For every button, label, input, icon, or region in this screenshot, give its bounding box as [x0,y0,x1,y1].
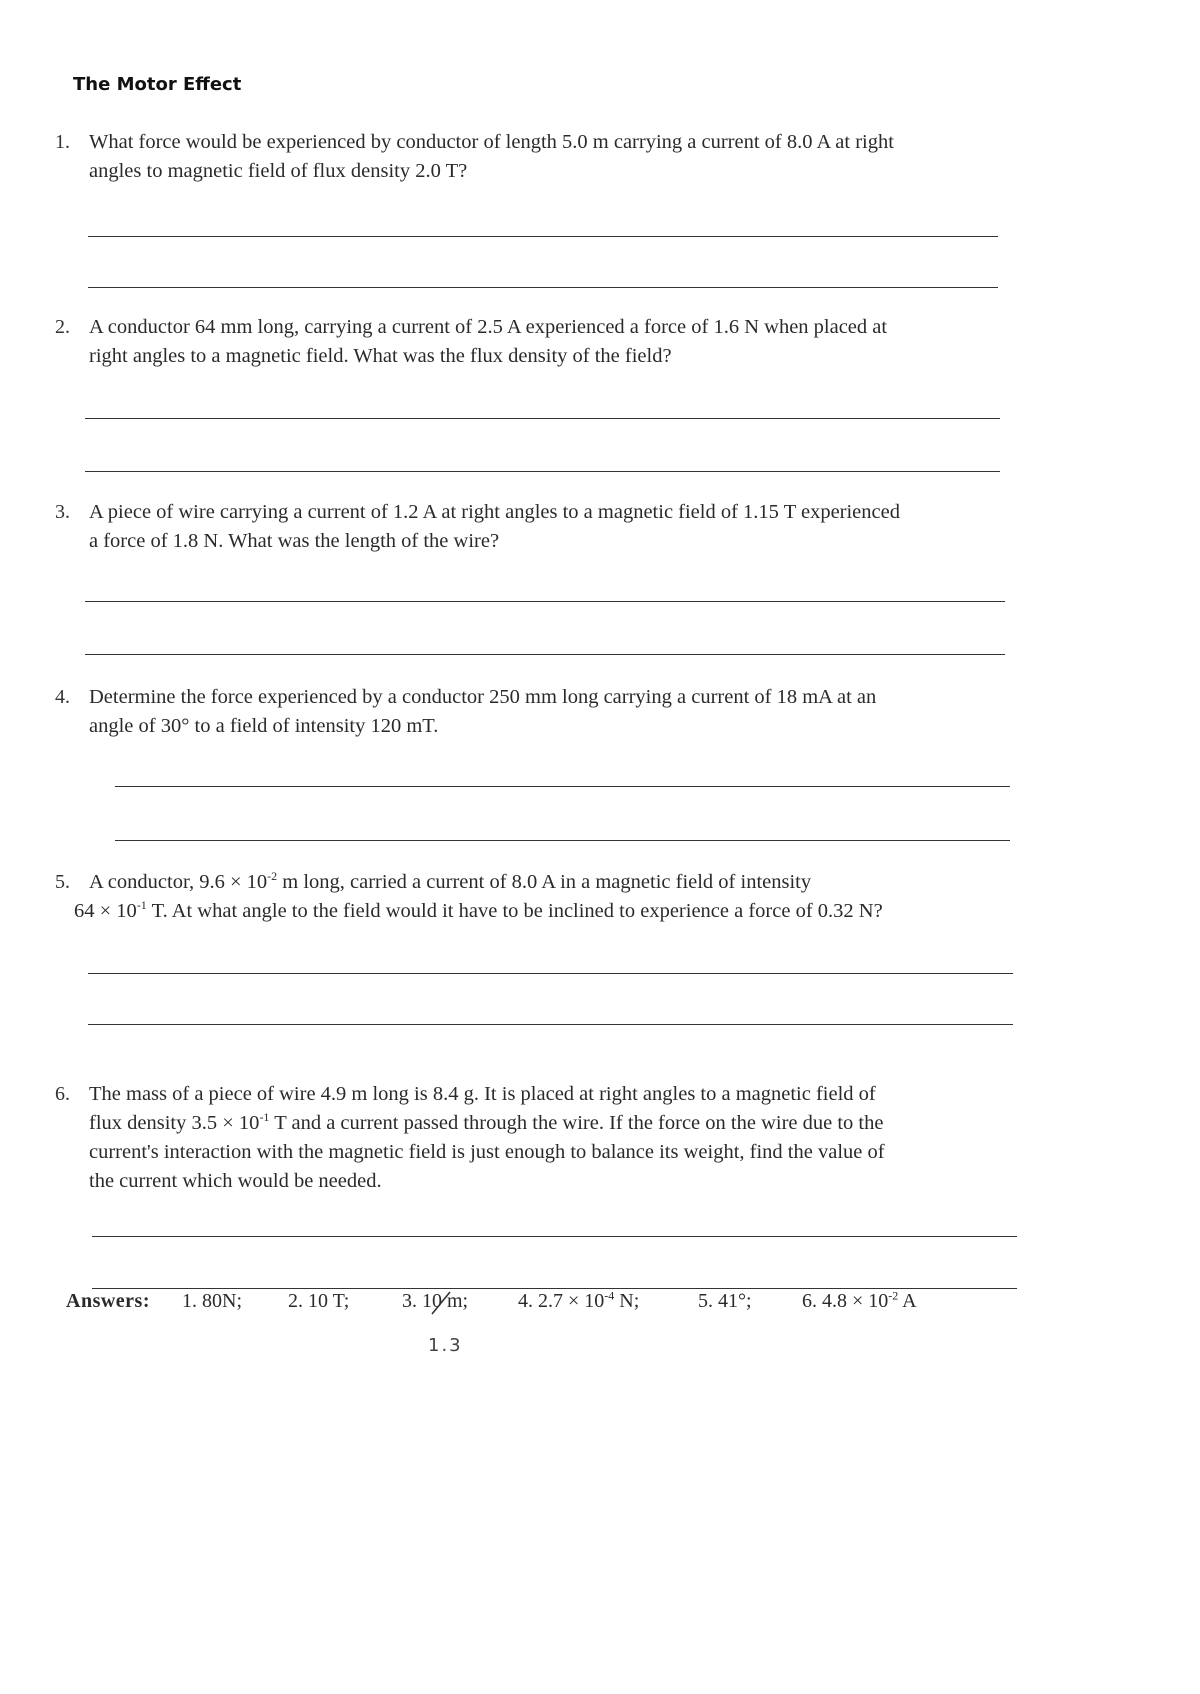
answer-line [92,1236,1017,1237]
question-number: 4. [55,686,70,708]
answer-6: 6. $4.8 \times 10^{-2}$ A [802,1288,917,1312]
question-line: What force would be experienced by conductor of length 5.0 m carrying a current of 8.0 A at right [89,131,894,153]
question-number: 5. [55,871,70,893]
question-4 [55,683,1015,741]
question-line: current's interaction with the magnetic field is just enough to balance its weight, find the value of [89,1141,885,1163]
answer-3-value: 10 [422,1290,442,1312]
answer-line [88,973,1013,974]
answer-line [85,601,1005,602]
answer-line [85,471,1000,472]
answer-5: 5. 41°; [698,1290,752,1312]
strikethrough-mark [430,1290,452,1316]
answer-2: 2. 10 T; [288,1290,350,1312]
question-line: $64 \times 10^{-1}$ T. At what angle to the field would it have to be inclined to experience a force of 0.32 N? [74,898,883,922]
question-line: flux density $3.5 \times 10^{-1}$ T and a current passed through the wire. If the force on the wire due to the [89,1110,884,1134]
question-text [89,683,1015,741]
answer-line [115,840,1010,841]
question-number: 3. [55,501,70,523]
question-text [89,313,1015,371]
question-line: Determine the force experienced by a conductor 250 mm long carrying a current of 18 mA at an [89,686,877,708]
question-text [74,868,1015,926]
question-line: angle of 30° to a field of intensity 120 mT. [89,715,439,737]
answer-line [88,287,998,288]
question-6 [55,1080,1015,1196]
question-2 [55,313,1015,371]
answer-line [92,1288,1017,1289]
question-1 [55,128,1015,186]
answer-1: 1. 80N; [182,1290,242,1312]
question-3 [55,498,1015,556]
answer-line [88,1024,1013,1025]
question-text [89,1080,1015,1196]
question-line: A piece of wire carrying a current of 1.2 A at right angles to a magnetic field of 1.15 T experienced [89,501,900,523]
answer-line [115,786,1010,787]
handwritten-correction: 1.3 [428,1335,463,1356]
question-line: the current which would be needed. [89,1170,382,1192]
answer-3: 3. 10 m; [402,1290,469,1312]
question-5 [55,868,1015,926]
question-number: 1. [55,131,70,153]
answers-label: Answers: [66,1290,150,1312]
answer-line [85,654,1005,655]
question-line: A conductor, $9.6 \times 10^{-2}$ m long, carried a current of 8.0 A in a magnetic field of intensity [89,869,812,893]
question-text [89,128,1015,186]
answer-line [85,418,1000,419]
question-number: 6. [55,1083,70,1105]
question-text [89,498,1015,556]
question-line: The mass of a piece of wire 4.9 m long is 8.4 g. It is placed at right angles to a magnetic field of [89,1083,876,1105]
question-line: A conductor 64 mm long, carrying a current of 2.5 A experienced a force of 1.6 N when placed at [89,316,888,338]
page-title: The Motor Effect [73,74,242,95]
answer-4: 4. $2.7 \times 10^{-4}$ N; [518,1288,640,1312]
question-line: right angles to a magnetic field. What was the flux density of the field? [89,345,672,367]
question-line: a force of 1.8 N. What was the length of the wire? [89,530,500,552]
question-number: 2. [55,316,70,338]
question-line: angles to magnetic field of flux density 2.0 T? [89,160,468,182]
answer-line [88,236,998,237]
